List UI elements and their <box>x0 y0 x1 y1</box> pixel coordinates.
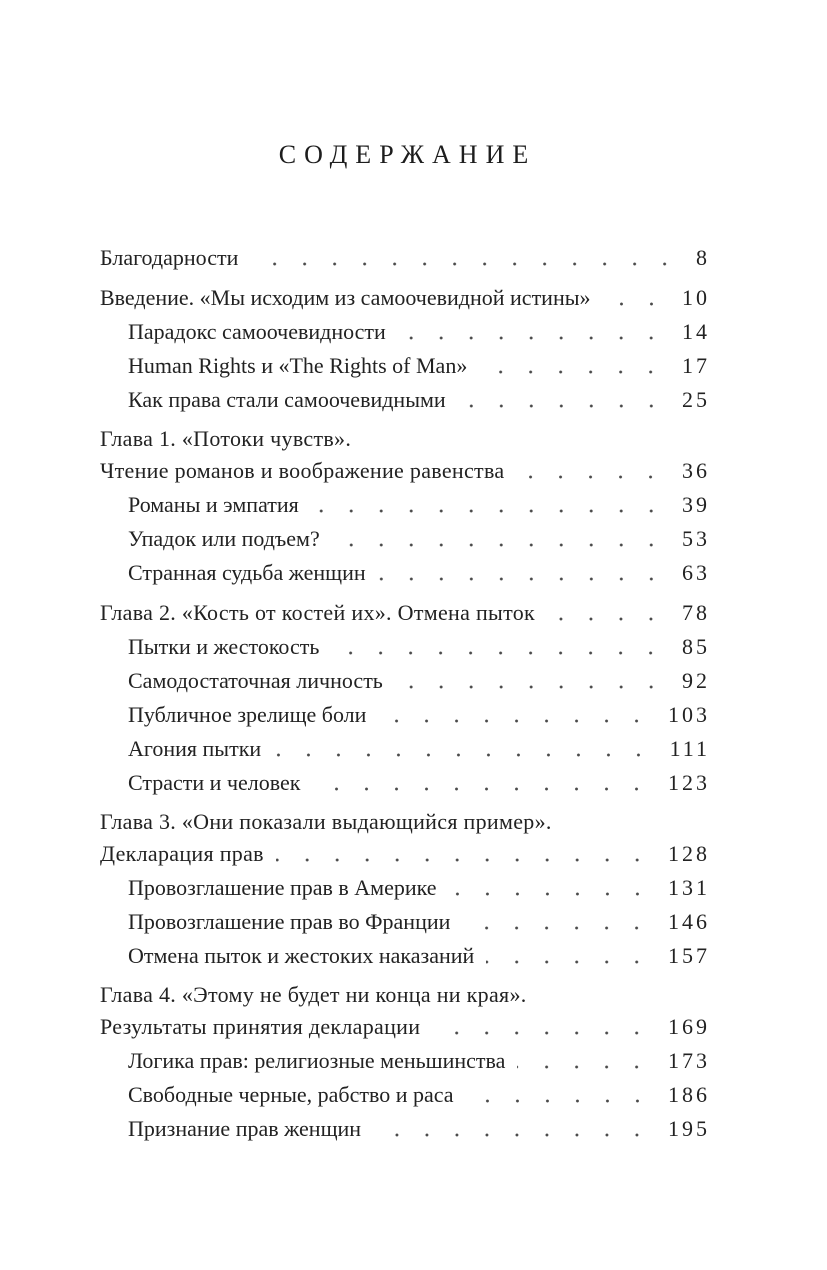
toc-entry-row <box>100 315 710 349</box>
toc-entry-row <box>100 871 710 905</box>
toc-entry-label: Human Rights и «The Rights of Man» <box>128 353 468 378</box>
toc-entry-row <box>100 939 710 973</box>
toc-entry-page-number: 14 <box>682 319 710 344</box>
dot-leader <box>273 732 659 766</box>
toc-entry <box>100 281 710 315</box>
dot-leader <box>547 596 672 630</box>
dot-leader <box>466 1078 658 1112</box>
toc-entry-page-number: 53 <box>682 526 710 551</box>
toc-entry-label: Декларация прав <box>100 841 264 866</box>
toc-entry-label: Как права стали самоочевидными <box>128 387 446 412</box>
dot-leader <box>449 871 658 905</box>
dot-leader <box>458 383 672 417</box>
toc-entry-row <box>100 905 710 939</box>
toc-entry-page-number: 157 <box>668 943 710 968</box>
toc-entry-label: Результаты принятия декларации <box>100 1014 421 1039</box>
toc-entry-row <box>100 837 710 871</box>
toc-entry <box>100 905 710 939</box>
toc-entry <box>100 806 710 871</box>
toc-entry <box>100 349 710 383</box>
table-of-contents <box>100 241 710 1146</box>
toc-entry-row <box>100 349 710 383</box>
toc-entry <box>100 488 710 522</box>
toc-entry-row <box>100 241 710 275</box>
toc-entry <box>100 383 710 417</box>
toc-entry <box>100 732 710 766</box>
toc-entry-label: Чтение романов и воображение равенства <box>100 458 505 483</box>
dot-leader <box>312 766 658 800</box>
toc-entry-row <box>100 698 710 732</box>
toc-entry <box>100 556 710 590</box>
toc-entry-label: Романы и эмпатия <box>128 492 299 517</box>
toc-entry-row <box>100 732 710 766</box>
toc-entry-page-number: 146 <box>668 909 710 934</box>
toc-entry-label: Публичное зрелище боли <box>128 702 367 727</box>
toc-entry <box>100 766 710 800</box>
toc-entry-label: Логика прав: религиозные меньшинства <box>128 1048 506 1073</box>
toc-entry <box>100 596 710 630</box>
dot-leader <box>398 315 672 349</box>
toc-entry-page-number: 186 <box>668 1082 710 1107</box>
toc-entry-label: Свободные черные, рабство и раса <box>128 1082 454 1107</box>
toc-entry-row <box>100 556 710 590</box>
toc-entry <box>100 979 710 1044</box>
dot-leader <box>432 1010 658 1044</box>
dot-leader <box>332 522 672 556</box>
dot-leader <box>395 664 672 698</box>
toc-entry-page-number: 25 <box>682 387 710 412</box>
toc-entry-page-number: 8 <box>696 245 710 270</box>
toc-entry-heading-lines <box>100 806 707 837</box>
toc-entry <box>100 939 710 973</box>
toc-entry-row <box>100 454 710 488</box>
toc-entry-label: Странная судьба женщин <box>128 560 366 585</box>
toc-entry-row <box>100 1112 710 1146</box>
dot-leader <box>373 1112 658 1146</box>
toc-entry-row <box>100 383 710 417</box>
dot-leader <box>479 349 672 383</box>
toc-entry-row <box>100 766 710 800</box>
toc-entry-page-number: 131 <box>668 875 710 900</box>
dot-leader <box>276 837 658 871</box>
toc-entry-label: Отмена пыток и жестоких наказаний <box>128 943 475 968</box>
dot-leader <box>331 630 672 664</box>
toc-entry-page-number: 10 <box>682 285 710 310</box>
toc-entry-page-number: 128 <box>668 841 710 866</box>
toc-entry-page-number: 85 <box>682 634 710 659</box>
toc-entry-label: Провозглашение прав в Америке <box>128 875 437 900</box>
toc-entry-row <box>100 522 710 556</box>
toc-entry-label: Введение. «Мы исходим из самоочевидной истины» <box>100 285 591 310</box>
toc-entry-page-number: 169 <box>668 1014 710 1039</box>
toc-entry-row <box>100 1044 710 1078</box>
toc-entry-row <box>100 488 710 522</box>
toc-entry <box>100 630 710 664</box>
dot-leader <box>378 698 658 732</box>
toc-entry-row <box>100 630 710 664</box>
toc-entry-label: Пытки и жестокость <box>128 634 320 659</box>
toc-entry-label: Самодостаточная личность <box>128 668 383 693</box>
dot-leader <box>311 488 672 522</box>
toc-entry-label: Парадокс самоочевидности <box>128 319 386 344</box>
toc-entry <box>100 1044 710 1078</box>
toc-entry-heading-line: Глава 3. «Они показали выдающийся пример». <box>100 809 552 834</box>
toc-entry <box>100 522 710 556</box>
dot-leader <box>516 454 672 488</box>
toc-entry-page-number: 173 <box>668 1048 710 1073</box>
toc-entry-row <box>100 1010 710 1044</box>
toc-entry-label: Провозглашение прав во Франции <box>128 909 451 934</box>
toc-entry <box>100 871 710 905</box>
toc-entry-label: Благодарности <box>100 245 239 270</box>
toc-entry-row <box>100 1078 710 1112</box>
toc-entry <box>100 241 710 275</box>
toc-entry-label: Признание прав женщин <box>128 1116 362 1141</box>
toc-entry-page-number: 92 <box>682 668 710 693</box>
toc-entry-label: Агония пытки <box>128 736 262 761</box>
toc-entry-heading-lines <box>100 979 707 1010</box>
toc-entry <box>100 423 710 488</box>
toc-entry-heading-line: Глава 1. «Потоки чувств». <box>100 426 352 451</box>
toc-entry <box>100 698 710 732</box>
toc-entry-page-number: 36 <box>682 458 710 483</box>
dot-leader <box>603 281 672 315</box>
toc-entry-page-number: 111 <box>669 736 710 761</box>
toc-entry <box>100 315 710 349</box>
toc-entry <box>100 1112 710 1146</box>
toc-entry-page-number: 123 <box>668 770 710 795</box>
toc-entry-page-number: 63 <box>682 560 710 585</box>
toc-entry-row <box>100 664 710 698</box>
dot-leader <box>517 1044 658 1078</box>
toc-entry-label: Страсти и человек <box>128 770 301 795</box>
contents-block <box>100 0 710 1146</box>
toc-entry-label: Упадок или подъем? <box>128 526 320 551</box>
dot-leader <box>250 241 686 275</box>
toc-entry-page-number: 17 <box>682 353 710 378</box>
toc-entry-page-number: 103 <box>668 702 710 727</box>
toc-entry-page-number: 195 <box>668 1116 710 1141</box>
toc-entry <box>100 664 710 698</box>
toc-entry-row <box>100 281 710 315</box>
toc-entry-label: Глава 2. «Кость от костей их». Отмена пыток <box>100 600 536 625</box>
dot-leader <box>462 905 658 939</box>
toc-entry-heading-lines <box>100 423 707 454</box>
toc-entry-page-number: 78 <box>682 600 710 625</box>
dot-leader <box>486 939 658 973</box>
dot-leader <box>378 556 672 590</box>
toc-entry-row <box>100 596 710 630</box>
toc-entry <box>100 1078 710 1112</box>
toc-entry-heading-line: Глава 4. «Этому не будет ни конца ни края». <box>100 982 527 1007</box>
page-title: СОДЕРЖАНИЕ <box>278 140 537 169</box>
toc-entry-page-number: 39 <box>682 492 710 517</box>
